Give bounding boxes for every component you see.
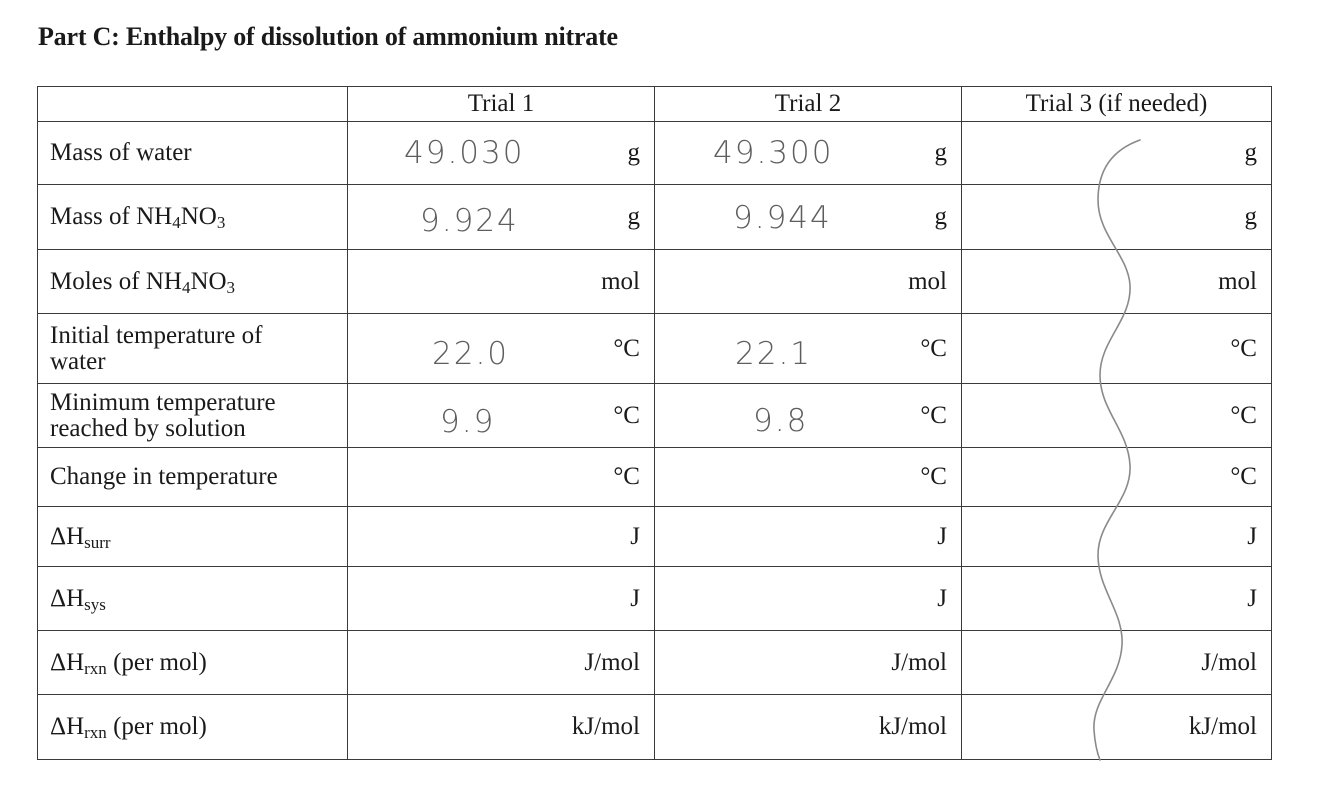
- unit: J: [937, 584, 947, 612]
- unit: J/mol: [1201, 648, 1257, 676]
- cell-moles-trial-1[interactable]: [348, 250, 655, 314]
- cell-initial-temp-trial-2[interactable]: [655, 314, 962, 384]
- cell-minimum-temp-trial-2[interactable]: [655, 384, 962, 448]
- page-title: Part C: Enthalpy of dissolution of ammonium nitrate: [38, 22, 618, 51]
- unit: kJ/mol: [571, 713, 640, 740]
- header-trial-2: Trial 2: [655, 87, 962, 122]
- cell-dh-rxn-kj-trial-2[interactable]: [655, 695, 962, 760]
- unit: mol: [601, 267, 640, 295]
- cell-mass-nh4no3-trial-3[interactable]: [962, 185, 1272, 250]
- unit: °C: [920, 401, 947, 429]
- unit: °C: [613, 401, 640, 429]
- row-label-dh-sys: $\Delta H_{sys}$: [38, 567, 348, 631]
- header-trial-1: Trial 1: [348, 87, 655, 122]
- table-row: [38, 250, 1272, 314]
- row-label-dh-rxn-j: $\Delta H_{rxn}$ (per mol): [38, 631, 348, 695]
- unit: °C: [613, 334, 640, 362]
- unit: kJ/mol: [878, 713, 947, 740]
- cell-dh-sys-trial-3[interactable]: [962, 567, 1272, 631]
- unit: g: [934, 203, 947, 230]
- table-row: [38, 567, 1272, 631]
- unit: °C: [1230, 401, 1257, 429]
- table-row: [38, 185, 1272, 250]
- unit: °C: [613, 463, 640, 490]
- cell-dh-rxn-j-trial-1[interactable]: [348, 631, 655, 695]
- cell-mass-water-trial-2[interactable]: [655, 122, 962, 185]
- cell-change-temp-trial-2[interactable]: [655, 448, 962, 507]
- cell-dh-rxn-kj-trial-3[interactable]: [962, 695, 1272, 760]
- unit: g: [627, 139, 640, 166]
- cell-dh-rxn-kj-trial-1[interactable]: [348, 695, 655, 760]
- cell-dh-rxn-j-trial-3[interactable]: [962, 631, 1272, 695]
- cell-mass-water-trial-1[interactable]: [348, 122, 655, 185]
- data-table: [37, 86, 1272, 760]
- cell-dh-sys-trial-1[interactable]: [348, 567, 655, 631]
- handwritten-value: 9.944: [733, 200, 832, 237]
- cell-mass-nh4no3-trial-2[interactable]: [655, 185, 962, 250]
- row-label-initial-temp: Initial temperature of water: [38, 314, 348, 384]
- cell-dh-rxn-j-trial-2[interactable]: [655, 631, 962, 695]
- handwritten-value: 9.8: [753, 402, 809, 439]
- cell-dh-surr-trial-3[interactable]: [962, 507, 1272, 567]
- unit: g: [1244, 203, 1257, 230]
- unit: J: [630, 584, 640, 612]
- unit: J/mol: [891, 648, 947, 676]
- unit: J/mol: [584, 648, 640, 676]
- cell-mass-water-trial-3[interactable]: [962, 122, 1272, 185]
- table-row: [38, 384, 1272, 448]
- handwritten-value: 22.0: [432, 336, 510, 373]
- cell-dh-surr-trial-2[interactable]: [655, 507, 962, 567]
- table-row: [38, 631, 1272, 695]
- cell-mass-nh4no3-trial-1[interactable]: [348, 185, 655, 250]
- unit: J: [1247, 584, 1257, 612]
- row-label-minimum-temp: Minimum temperature reached by solution: [38, 384, 348, 448]
- handwritten-value: 49.300: [713, 135, 834, 171]
- table-row: [38, 507, 1272, 567]
- cell-minimum-temp-trial-1[interactable]: [348, 384, 655, 448]
- cell-moles-trial-2[interactable]: [655, 250, 962, 314]
- cell-moles-trial-3[interactable]: [962, 250, 1272, 314]
- table-row: [38, 695, 1272, 760]
- row-label-dh-rxn-kj: $\Delta H_{rxn}$ (per mol): [38, 695, 348, 760]
- unit: mol: [908, 267, 947, 295]
- handwritten-value: 9.9: [440, 403, 496, 440]
- unit: g: [934, 139, 947, 166]
- row-label-dh-surr: $\Delta H_{surr}$: [38, 507, 348, 567]
- cell-change-temp-trial-3[interactable]: [962, 448, 1272, 507]
- table-row: [38, 448, 1272, 507]
- cell-change-temp-trial-1[interactable]: [348, 448, 655, 507]
- unit: J: [630, 522, 640, 550]
- unit: °C: [1230, 463, 1257, 490]
- cell-dh-sys-trial-2[interactable]: [655, 567, 962, 631]
- unit: °C: [920, 463, 947, 490]
- unit: g: [627, 203, 640, 230]
- header-blank: [38, 87, 348, 122]
- table-row: [38, 122, 1272, 185]
- cell-initial-temp-trial-3[interactable]: [962, 314, 1272, 384]
- handwritten-value: 9.924: [420, 202, 519, 239]
- unit: mol: [1218, 267, 1257, 295]
- cell-initial-temp-trial-1[interactable]: [348, 314, 655, 384]
- handwritten-value: 49.030: [404, 135, 525, 171]
- unit: °C: [920, 334, 947, 362]
- row-label-moles-nh4no3: Moles of $NH_4NO_3$: [38, 250, 348, 314]
- handwritten-value: 22.1: [735, 336, 813, 373]
- unit: kJ/mol: [1188, 713, 1257, 740]
- header-trial-3: Trial 3 (if needed): [962, 87, 1272, 122]
- row-label-mass-nh4no3: Mass of $NH_4NO_3$: [38, 185, 348, 250]
- unit: °C: [1230, 334, 1257, 362]
- header-row: [38, 87, 1272, 122]
- unit: J: [937, 522, 947, 550]
- cell-minimum-temp-trial-3[interactable]: [962, 384, 1272, 448]
- row-label-change-temp: Change in temperature: [38, 448, 348, 507]
- unit: J: [1247, 522, 1257, 550]
- row-label-mass-water: Mass of water: [38, 122, 348, 185]
- cell-dh-surr-trial-1[interactable]: [348, 507, 655, 567]
- unit: g: [1244, 139, 1257, 166]
- table-row: [38, 314, 1272, 384]
